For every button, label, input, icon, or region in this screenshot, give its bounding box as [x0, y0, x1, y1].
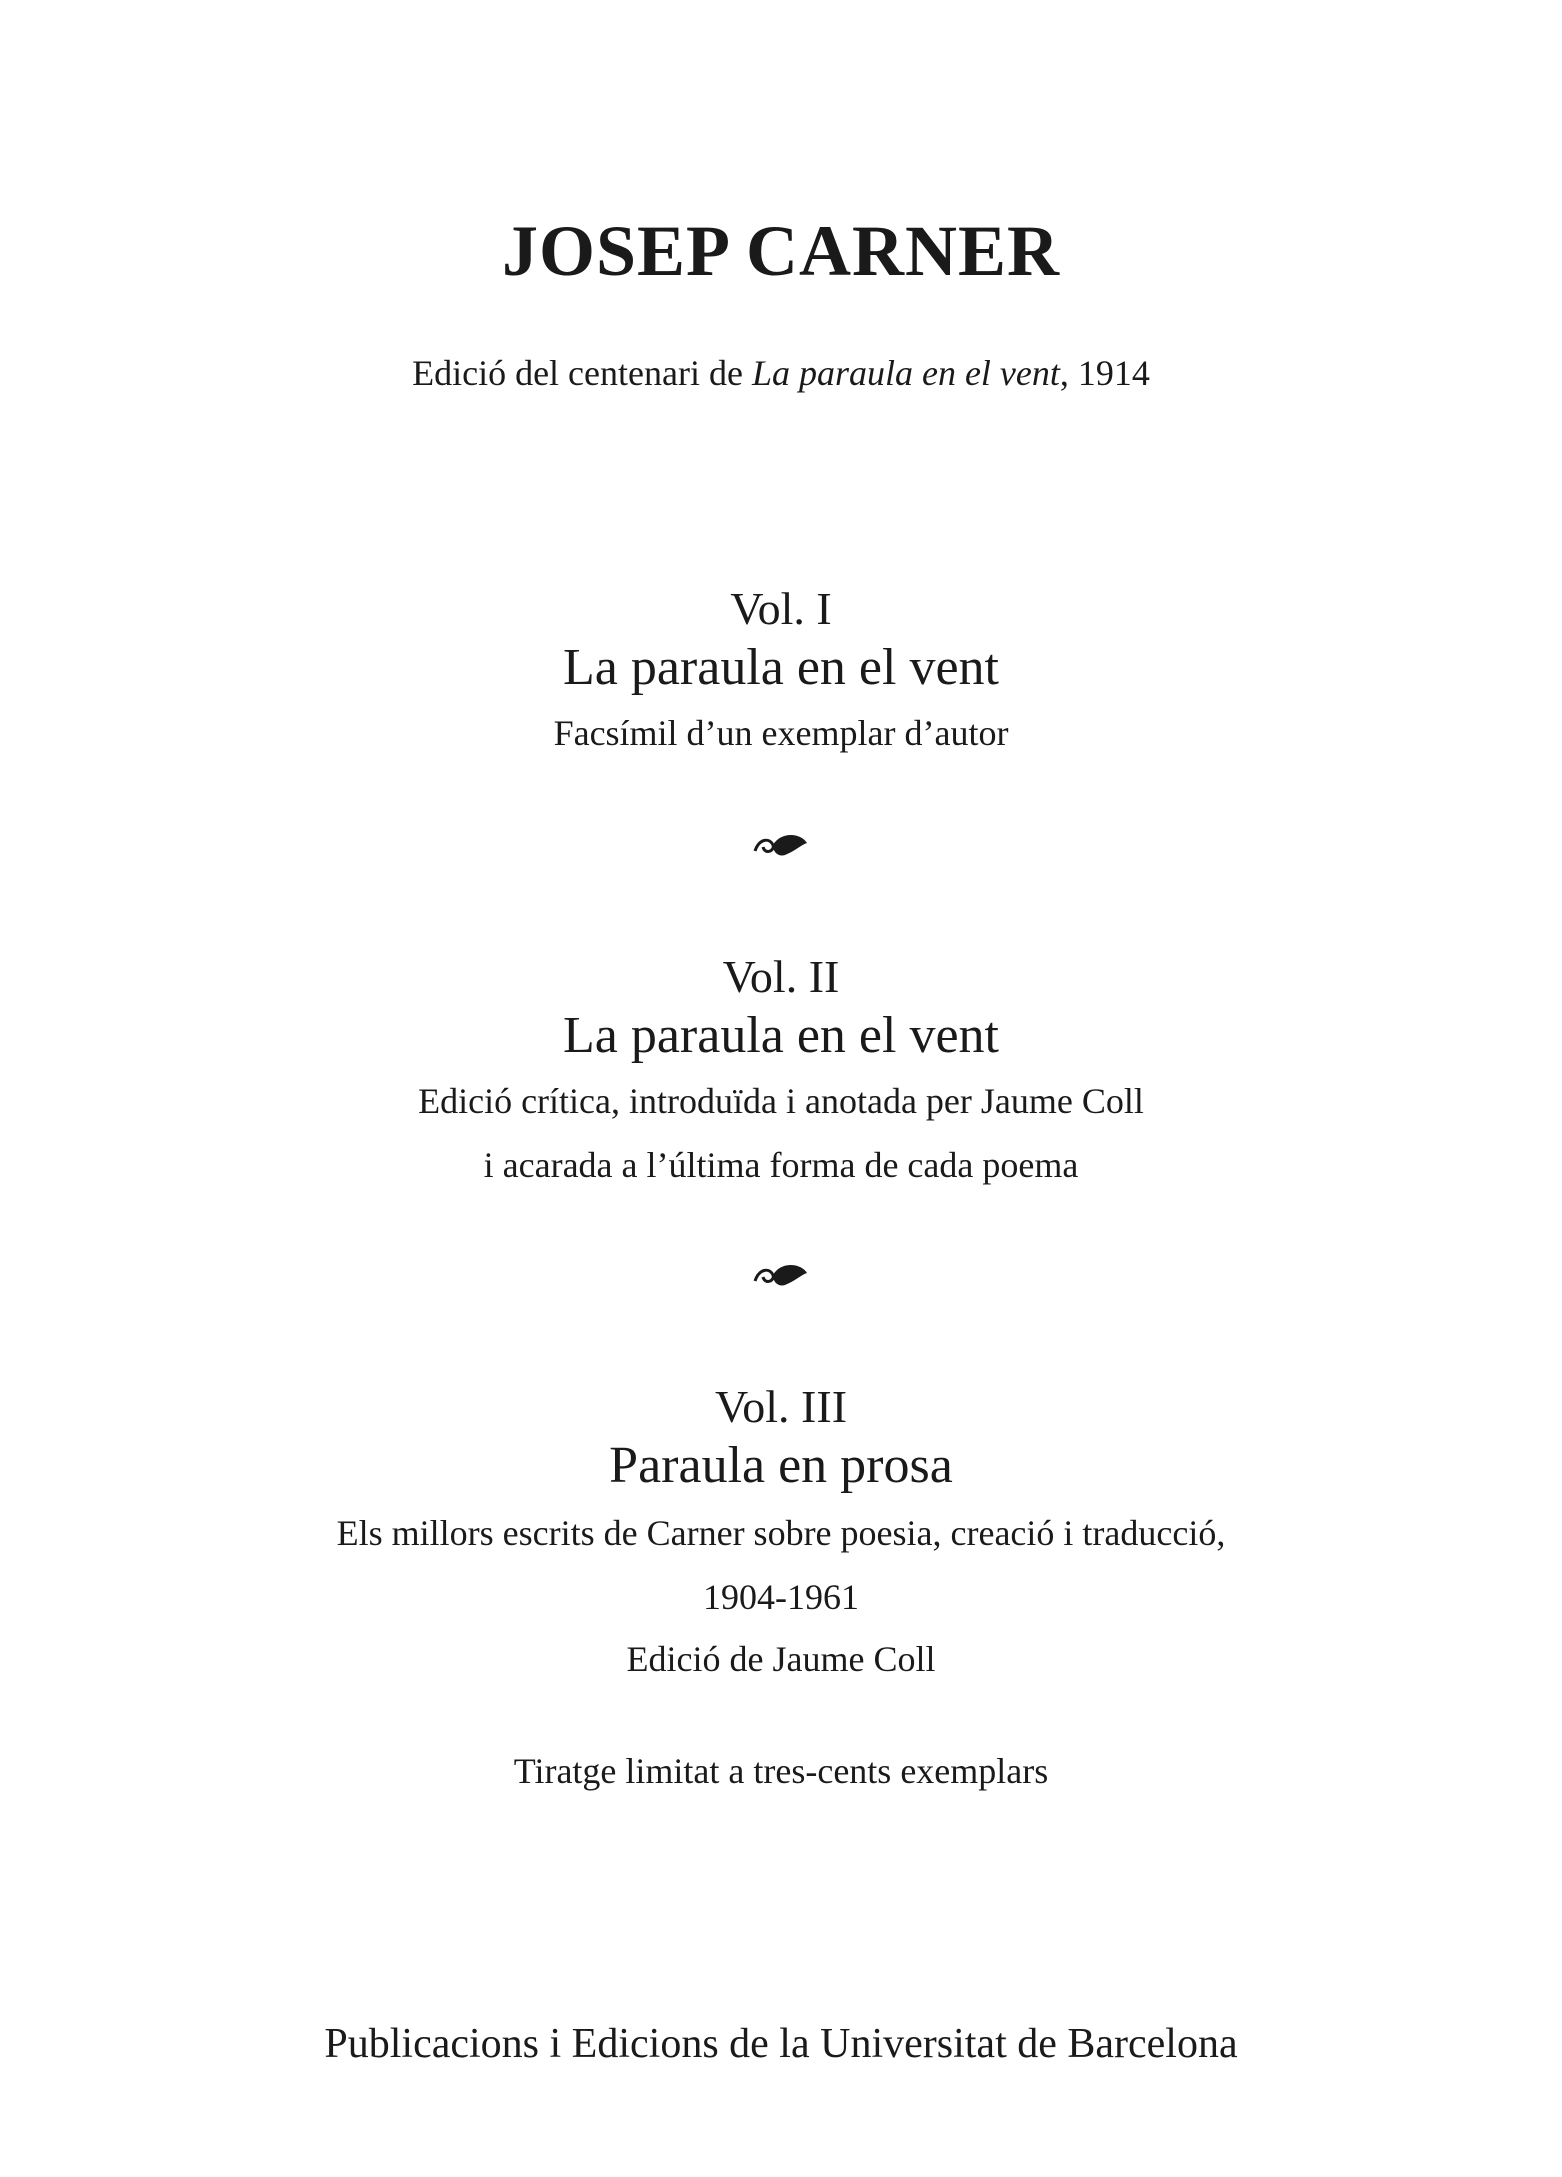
edition-line [0, 352, 1562, 394]
vol-2-number: Vol. II [722, 951, 840, 1002]
vol-1-title: La paraula en el vent [563, 639, 999, 696]
print-run-note: Tiratge limitat a tres-cents exemplars [513, 1751, 1049, 1791]
fleuron-icon [751, 825, 811, 861]
vol-3-line-3: Edició de Jaume Coll [626, 1639, 936, 1679]
edition-title: La paraula en el vent [751, 353, 1060, 393]
vol-1-line-1: Facsímil d’un exemplar d’autor [553, 713, 1009, 753]
author-name: JOSEP CARNER [501, 211, 1061, 291]
edition-suffix: , 1914 [1059, 353, 1150, 393]
vol-2-title: La paraula en el vent [563, 1007, 999, 1064]
vol-3-line-1: Els millors escrits de Carner sobre poesia, creació i traducció, [336, 1513, 1226, 1553]
publisher: Publicacions i Edicions de la Universitat de Barcelona [324, 2021, 1238, 2067]
vol-2-line-2: i acarada a l’última forma de cada poema [483, 1145, 1079, 1185]
vol-3-line-2: 1904-1961 [703, 1577, 859, 1617]
vol-1-number: Vol. I [730, 583, 832, 634]
vol-3-number: Vol. III [714, 1381, 848, 1432]
vol-2-line-1: Edició crítica, introduïda i anotada per Jaume Coll [418, 1081, 1144, 1121]
fleuron-icon [751, 1255, 811, 1291]
edition-prefix: Edició del centenari de [412, 353, 752, 393]
vol-3-title: Paraula en prosa [609, 1437, 953, 1494]
